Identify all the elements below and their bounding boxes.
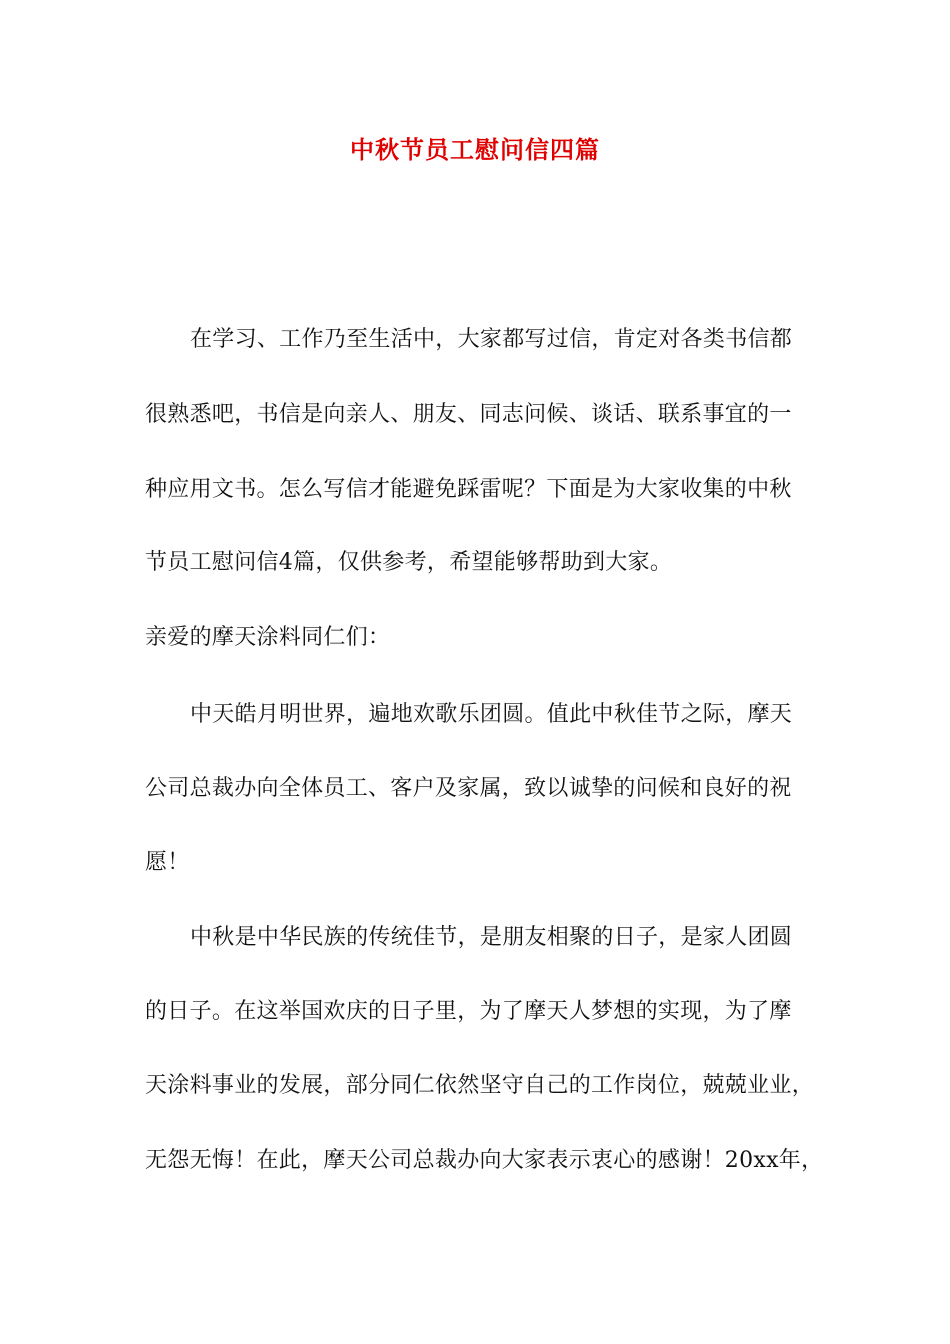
paragraph2-line-1: 中秋是中华民族的传统佳节，是朋友相聚的日子，是家人团圆 [190,925,793,950]
intro-line-1: 在学习、工作乃至生活中，大家都写过信，肯定对各类书信都 [190,327,793,352]
salutation: 亲爱的摩天涂料同仁们： [145,625,391,650]
paragraph1-line-1: 中天皓月明世界，遍地欢歌乐团圆。值此中秋佳节之际，摩天 [190,702,793,727]
intro-line-4: 节员工慰问信4篇，仅供参考，希望能够帮助到大家。 [145,550,673,575]
paragraph1-line-3: 愿！ [145,850,190,875]
paragraph2-line-4: 无怨无悔！在此，摩天公司总裁办向大家表示衷心的感谢！20xx年， [145,1148,824,1173]
paragraph2-line-3: 天涂料事业的发展，部分同仁依然坚守自己的工作岗位，兢兢业业， [145,1073,815,1098]
intro-line-2: 很熟悉吧，书信是向亲人、朋友、同志问候、谈话、联系事宜的一 [145,402,792,427]
intro-line-3: 种应用文书。怎么写信才能避免踩雷呢？下面是为大家收集的中秋 [145,477,792,502]
paragraph2-line-2: 的日子。在这举国欢庆的日子里，为了摩天人梦想的实现，为了摩 [145,999,792,1024]
document-title: 中秋节员工慰问信四篇 [350,136,600,164]
paragraph1-line-2: 公司总裁办向全体员工、客户及家属，致以诚挚的问候和良好的祝 [145,776,792,801]
